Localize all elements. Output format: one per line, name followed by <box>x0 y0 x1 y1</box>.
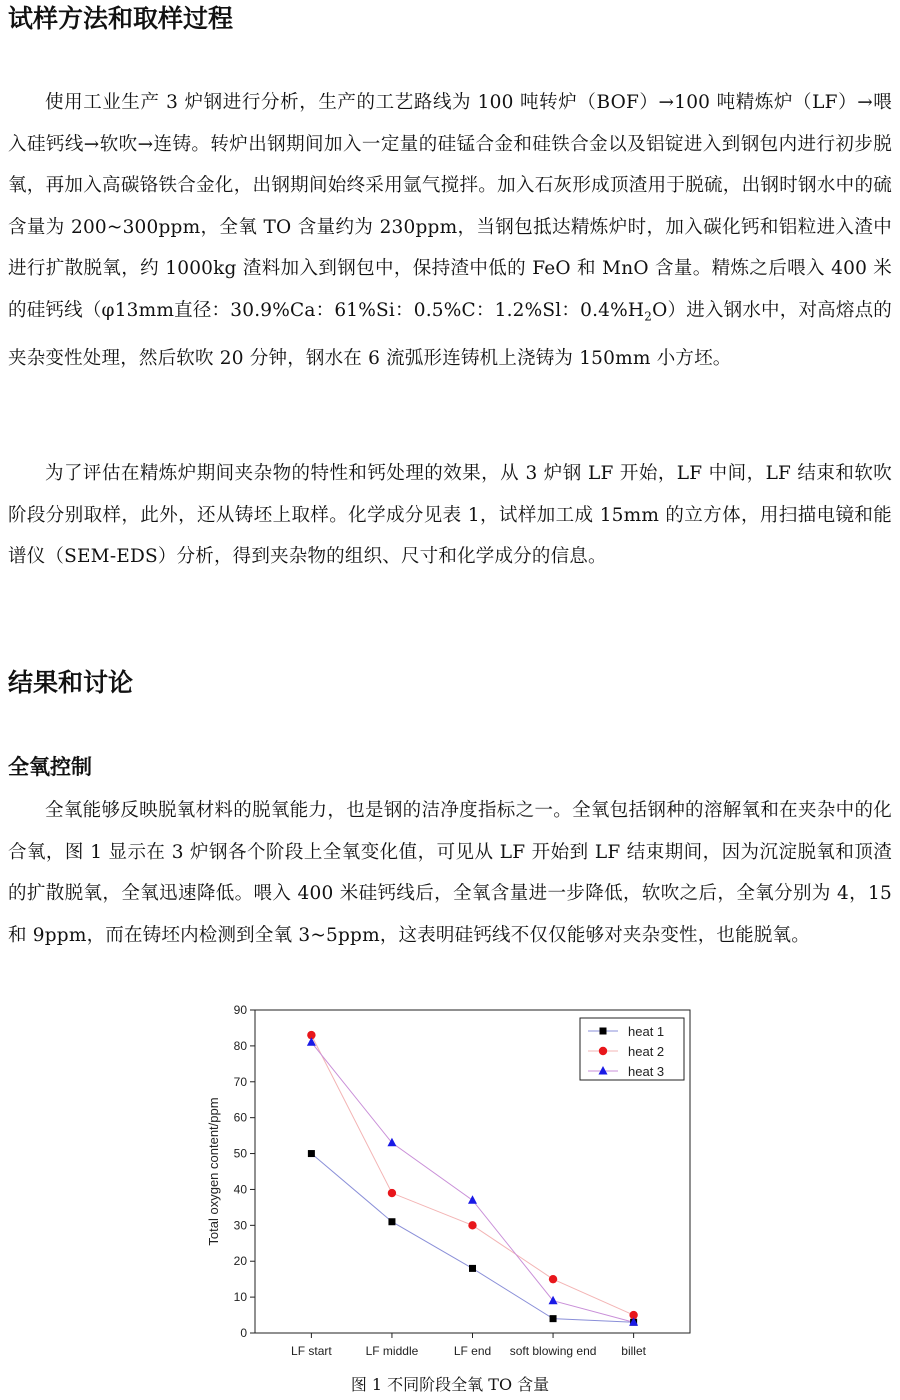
paragraph-methods-1-text: 使用工业生产 3 炉钢进行分析，生产的工艺路线为 100 吨转炉（BOF）→100 吨精炼炉（LF）→喂入硅钙线→软吹→连铸。转炉出钢期间加入一定量的硅锰合金和硅铁合金以及铝锭进入到钢包内进行初步脱氧，再加入高碳铬铁合金化，出钢期间始终采用氩气搅拌。加入石灰形成顶渣用于脱硫，出钢时钢水中的硫含量为 200~300ppm，全氧 TO 含量约为 230ppm，当钢包抵达精炼炉时，加入碳化钙和铝粒进入渣中进行扩散脱氧，约 1000kg 渣料加入到钢包中，保持渣中低的 FeO 和 MnO 含量。精炼之后喂入 400 米的硅钙线（φ13mm <box>8 92 892 321</box>
section-title-methods: 试样方法和取样过程 <box>8 4 234 33</box>
x-tick-label: LF end <box>453 1344 492 1358</box>
data-point-heat-2 <box>468 1221 476 1229</box>
y-tick-label: 0 <box>240 1326 247 1340</box>
legend-label: heat 3 <box>628 1064 665 1079</box>
y-tick-label: 20 <box>233 1254 247 1269</box>
x-tick-label: soft blowing end <box>509 1344 597 1358</box>
legend-marker <box>600 1028 607 1035</box>
series-line-1 <box>311 1154 633 1323</box>
data-point-heat-2 <box>549 1275 557 1283</box>
paragraph-methods-1 <box>8 82 892 379</box>
y-tick-label: 60 <box>233 1110 247 1125</box>
y-tick-label: 40 <box>233 1182 247 1197</box>
oxygen-chart <box>200 998 700 1366</box>
legend-marker <box>599 1047 607 1055</box>
figure-caption: 图 1 不同阶段全氧 TO 含量 <box>350 1375 550 1394</box>
y-tick-label: 30 <box>233 1218 247 1233</box>
data-point-heat-1 <box>308 1150 315 1157</box>
y-tick-label: 70 <box>233 1074 247 1089</box>
data-point-heat-2 <box>388 1189 396 1197</box>
data-point-heat-1 <box>388 1218 395 1225</box>
legend-label: heat 1 <box>628 1024 665 1039</box>
legend-label: heat 2 <box>628 1044 665 1059</box>
y-tick-label: 80 <box>233 1038 247 1053</box>
section-title-oxygen: 全氧控制 <box>8 755 92 779</box>
data-point-heat-3 <box>468 1195 477 1204</box>
paragraph-methods-1-text-c: O）进入钢水中，对高熔点的夹杂变性处理，然后软吹 20 分钟，钢水在 6 流弧形连铸机上浇铸为 150mm 小方坯。 <box>8 299 892 369</box>
x-tick-label: billet <box>621 1344 646 1358</box>
series-line-3 <box>311 1042 633 1322</box>
paragraph-methods-2: 为了评估在精炼炉期间夹杂物的特性和钙处理的效果，从 3 炉钢 LF 开始，LF 中间，LF 结束和软吹阶段分别取样，此外，还从铸坯上取样。化学成分见表 1，试样加工成 15mm 的立方体，用扫描电镜和能谱仪（SEM-EDS）分析，得到夹杂物的组织、尺寸和化学成分的信息。 <box>8 463 892 567</box>
y-axis-label: Total oxygen content/ppm <box>206 1097 221 1246</box>
section-title-results: 结果和讨论 <box>8 668 134 697</box>
y-tick-label: 10 <box>233 1290 247 1305</box>
data-point-heat-1 <box>550 1315 557 1322</box>
data-point-heat-1 <box>469 1265 476 1272</box>
paragraph-methods-1-text-b: 直径：30.9%Ca：61%Si：0.5%C：1.2%Sl：0.4%H <box>174 299 645 321</box>
x-tick-label: LF start <box>291 1344 332 1358</box>
subscript-2: 2 <box>644 309 653 324</box>
x-tick-label: LF middle <box>365 1344 419 1358</box>
paragraph-oxygen: 全氧能够反映脱氧材料的脱氧能力，也是钢的洁净度指标之一。全氧包括钢种的溶解氧和在夹杂中的化合氧，图 1 显示在 3 炉钢各个阶段上全氧变化值，可见从 LF 开始到 LF 结束期间，因为沉淀脱氧和顶渣的扩散脱氧，全氧迅速降低。喂入 400 米硅钙线后，全氧含量进一步降低，软吹之后，全氧分别为 4，15 和 9ppm，而在铸坯内检测到全氧 3~5ppm，这表明硅钙线不仅仅能够对夹杂变性，也能脱氧。 <box>8 800 892 946</box>
y-tick-label: 90 <box>233 1003 247 1017</box>
y-tick-label: 50 <box>233 1146 247 1161</box>
